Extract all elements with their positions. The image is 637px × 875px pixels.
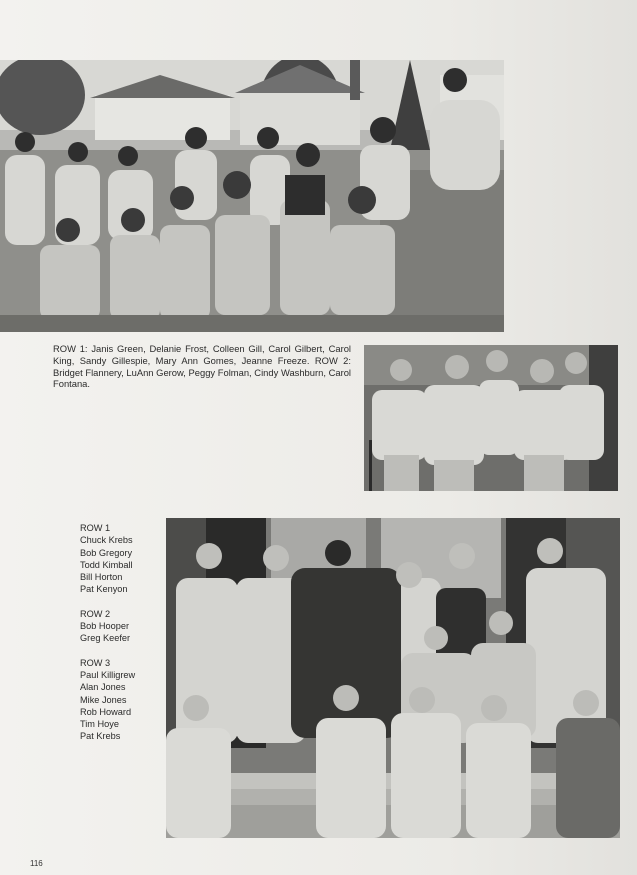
roster-name: Todd Kimball xyxy=(80,559,133,570)
roster-row-1 xyxy=(80,522,164,596)
roster-heading: ROW 3 xyxy=(80,657,111,668)
roster-name: Paul Killigrew xyxy=(80,669,136,680)
roster-heading: ROW 2 xyxy=(80,608,111,619)
group-photo-boys-large xyxy=(166,518,620,838)
roster-name: Bill Horton xyxy=(80,572,123,583)
group-photo-girls-caption: ROW 1: Janis Green, Delanie Frost, Colleen Gill, Carol Gilbert, Carol King, Sandy Gillespie, Mary Ann Gomes, Jeanne Freeze. ROW 2: Bridget Flannery, LuAnn Gerow, Peggy Folman, Cindy Washburn, Carol Fontana. xyxy=(53,343,351,390)
group-photo-girls xyxy=(0,60,504,332)
roster-row-2 xyxy=(80,608,164,645)
roster-name: Alan Jones xyxy=(80,682,126,693)
group-photo-boys-small xyxy=(364,345,618,491)
roster-name: Bob Gregory xyxy=(80,547,133,558)
roster-name: Mike Jones xyxy=(80,694,127,705)
roster-name: Rob Howard xyxy=(80,706,132,717)
roster-heading: ROW 1 xyxy=(80,523,111,533)
page-number: 116 xyxy=(30,859,43,868)
roster-name: Chuck Krebs xyxy=(80,535,133,546)
roster-name: Pat Kenyon xyxy=(80,584,128,595)
roster-row-3 xyxy=(80,657,164,743)
roster-name: Greg Keefer xyxy=(80,633,131,644)
roster-list xyxy=(80,522,164,755)
roster-name: Bob Hooper xyxy=(80,621,130,632)
roster-name: Pat Krebs xyxy=(80,731,121,742)
roster-name: Tim Hoye xyxy=(80,719,119,730)
